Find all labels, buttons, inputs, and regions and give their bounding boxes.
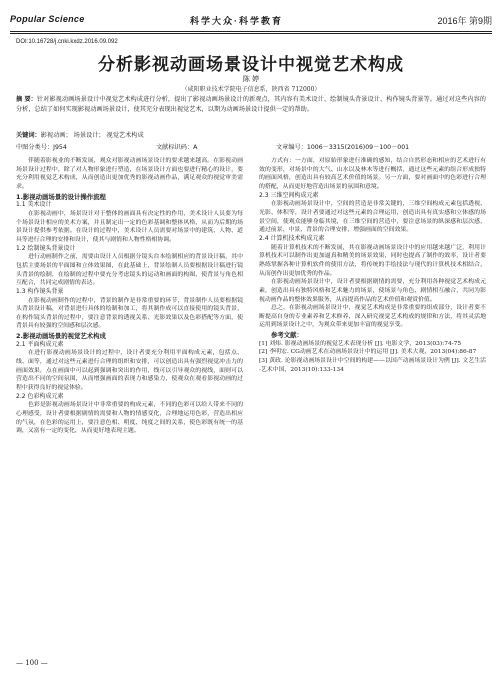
reference-item: [2] 李明宏. CG动画艺术在动画场景设计中的运用 [J]. 美术大观，2013(04):86-87 [259,349,477,356]
article-number: 文章编号：1006－3315(2016)09－100－001 [276,144,410,151]
reference-item: [1] 刘炜. 影视动画场景的视觉艺术表现分析 [J]. 电影文学，2013(03):74-75 [259,340,462,347]
classification-line [16,143,486,153]
body-paragraph: 在影视动画场景设计中，空间的营造是非常关键的，三维空间构成元素包括透视、光影、体积等，设计者要通过对这些元素的合理运用，创造出具有真实感和立体感的场景空间，使观众能够身临其境，在三维空间的营造中，要注意场景的纵深感和层次感，通过前景、中景、背景的合理安排，增强画面的空间效果。 [259,201,486,234]
running-header [10,14,492,30]
header-rule [10,31,492,32]
body-column-right [259,157,486,653]
header-rule-thin [10,33,492,34]
affiliation: （咸阳职业技术学院电子信息系，陕西省 712000） [181,86,321,93]
journal-name: Popular Science [10,14,85,24]
references-heading: 参考文献： [271,331,303,340]
subsection-heading: 2.2 色彩构成元素 [16,392,64,400]
body-paragraph: 随着计算机技术的不断发展，其在影视动画场景设计中的应用越来越广泛，利用计算机技术可以制作出更加逼真和精美的场景效果，同时也提高了制作的效率，设计者要熟练掌握各种计算机软件的使用方法，将传统的手绘技法与现代的计算机技术相结合，从而创作出更加优秀的作品。 [259,244,486,277]
abstract-label: 摘 要： [16,96,37,103]
body-paragraph: 色彩是影视动画场景设计中非常重要的构成元素，不同的色彩可以给人带来不同的心理感受，设计者要根据剧情的需要和人物的情感变化，合理地运用色彩，营造出相应的气氛，在色彩的运用上，要注意色相、明度、纯度之间的关系，使色彩既有统一的基调，又富有一定的变化，从而更好地表现主题。 [16,402,243,435]
abstract-text: 针对影视动画场景设计中视觉艺术构成进行分析，提出了影视动画场景设计的新观点，其内容有美术设计、绘制镜头背景设计、构作镜头背景等。通过对这些内容的分析，总结了如何实现影视动画场景设计，使其充分表现出视觉艺术，以期为动画场景设计提供一定的帮助。 [16,96,486,113]
subsection-heading: 2.4 计算机技术构成元素 [259,234,325,242]
article-title: 分析影视动画场景设计中视觉艺术构成 [98,55,404,75]
body-paragraph: 在影视动画中，场景设计对于整体的画面具有决定性的作用，美术设计人员要为每个场景设计相应的美术方案，并且制定出一定的色彩基调和整体风格，从而为后期的场景设计提供参考依据。在设计的过程中，美术设计人员需要对场景中的建筑、人物、道具等进行合理的安排和设计，使其与剧情和人物性格相协调。 [16,210,243,243]
subsection-heading: 2.3 三维空间构成元素 [259,191,319,199]
subsection-heading: 1.2 绘制镜头背景设计 [16,244,76,252]
subsection-heading: 2.1 平面构成元素 [16,340,64,348]
body-paragraph: 伴随着影视业的不断发展，观众对影视动画场景设计的要求越来越高。在影视动画场景设计过程中，除了对人物形象进行塑造，在场景设计方面也要进行精心的设计，要充分利用视觉艺术构成，从而创造出更加优秀的影视动画作品，满足观众的视觉审美需求。 [16,158,243,190]
clc-number: 中图分类号：J954 [16,144,67,151]
body-paragraph: 进行动画制作之前，需要由设计人员根据分镜头台本绘制相应的背景设计稿，其中包括主要场景的平面图和立体效果图，在此基础上，背景绘制人员要根据设计稿进行镜头背景的绘制，在绘制的过程中要充分考虑镜头的运动和画面的构图，使背景与角色相互配合，共同完成剧情的表达。 [16,254,243,287]
page-number: — 100 — [16,659,48,667]
body-paragraph: 在影视动画场景设计中，设计者要根据剧情的需要，充分利用各种视觉艺术构成元素，创造出具有独特风格和艺术魅力的场景，使场景与角色、剧情相互融合，共同为影视动画作品的整体效果服务，从而提高作品的艺术价值和观赏价值。 [259,279,486,303]
abstract [16,95,486,115]
subsection-heading: 1.3 构作镜头背景 [16,287,64,295]
keywords [16,131,486,141]
body-column-left [16,157,243,653]
keywords-text: 影视动画； 场景设计； 视觉艺术构成 [40,132,144,139]
document-code: 文献标识码：A [156,144,198,151]
author: 陈 婷 [242,75,260,83]
reference-item: [3] 黄政. 论影视动画场景设计中空间的构建——以国产动画场景设计为例 [J]. 文艺生活·艺术中国，2013(10):133-134 [259,358,486,373]
body-paragraph: 在进行影视动画场景设计的过程中，设计者要充分利用平面构成元素，包括点、线、面等，通过对这些元素进行合理的组织和安排，可以创造出具有强烈视觉冲击力的画面效果，点在画面中可以起到强调和突出的作用，线可以引导观众的视线，面则可以营造出不同的空间氛围，从而增强画面的表现力和感染力，使观众在观看影视动画的过程中获得良好的视觉体验。 [16,350,243,392]
body-paragraph: 方式有：一方面，对原始形象进行准确的感知，结合自然形态和相应的艺术进行有效的变形，对场景中的大气、山水以及林木等进行概括，通过这些元素的组合形成独特的画面风格，创造出具有较高艺术价值的场景。另一方面，要对画面中的色彩进行合理的搭配，从而更好地营造出场景的氛围和意境。 [259,158,486,190]
doi: DOI:10.16728/j.cnki.kxdz.2016.09.092 [16,39,118,45]
section-heading: 2.影视动画场景的视觉艺术构成 [16,332,106,341]
body-paragraph: 总之，在影视动画场景设计中，视觉艺术构成是非常重要的组成部分，设计者要不断提高自身的专业素养和艺术修养，深入研究视觉艺术构成的规律和方法，将其灵活地运用到场景设计之中，为观众带来更加丰富的视觉享受。 [259,305,486,329]
section-heading: 1.影视动画场景的设计操作流程 [16,192,106,201]
keywords-label: 关键词： [16,132,41,139]
issue-number: 2016年 第9期 [437,16,492,26]
body-paragraph: 在影视动画制作的过程中，背景的制作是非常重要的环节，背景制作人员要根据镜头背景设计稿，对背景进行具体的绘制和加工，将其制作成可以直接使用的镜头背景，在构作镜头背景的过程中，要注意背景的透视关系、光影效果以及色彩搭配等方面，使背景具有较强的空间感和层次感。 [16,297,243,330]
subsection-heading: 1.1 美术设计 [16,201,52,209]
journal-name-cn: 科学大众·科学教育 [190,16,283,26]
